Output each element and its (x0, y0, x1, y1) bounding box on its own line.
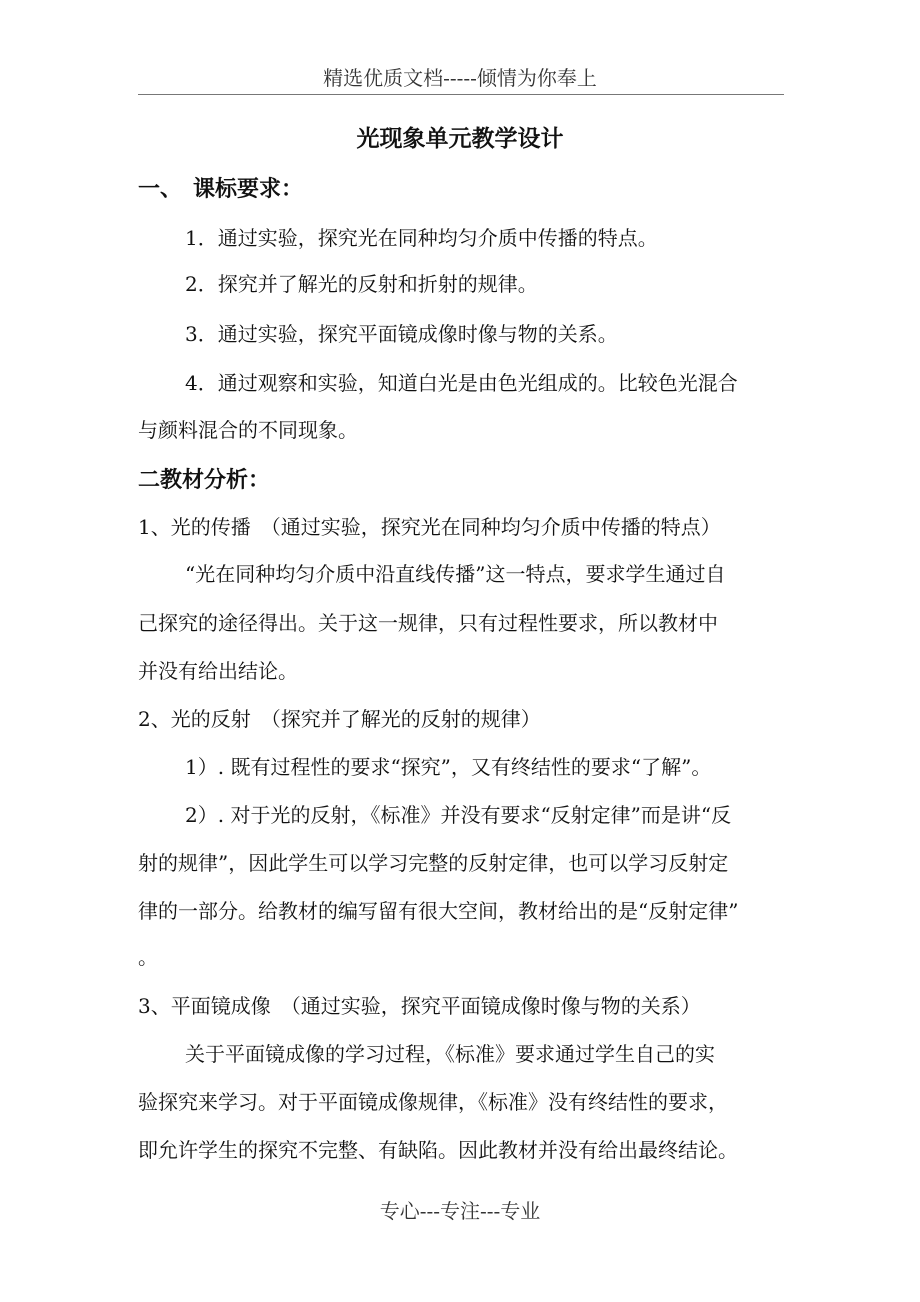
document-title: 光现象单元教学设计 (356, 125, 564, 152)
requirement-item-1: 1．通过实验，探究光在同种均匀介质中传播的特点。 (185, 226, 658, 250)
paragraph-line: 并没有给出结论。 (138, 659, 298, 683)
subsection-title-plane-mirror: 3、平面镜成像 （通过实验，探究平面镜成像时像与物的关系） (138, 994, 701, 1018)
paragraph-line: 关于平面镜成像的学习过程，《标准》要求通过学生自己的实 (185, 1042, 715, 1066)
subsection-title-propagation: 1、光的传播 （通过实验，探究光在同种均匀介质中传播的特点） (138, 515, 721, 539)
paragraph-line: 。 (138, 945, 158, 969)
paragraph-line: 律的一部分。给教材的编写留有很大空间，教材给出的是“反射定律” (138, 899, 739, 923)
paragraph-line: 射的规律”，因此学生可以学习完整的反射定律，也可以学习反射定 (138, 851, 729, 875)
requirement-item-4-continued: 与颜料混合的不同现象。 (138, 418, 358, 442)
header-divider (138, 94, 784, 95)
section-heading-textbook-analysis: 二教材分析： (138, 467, 271, 493)
requirement-item-2: 2．探究并了解光的反射和折射的规律。 (185, 272, 538, 296)
paragraph-line: 1）. 既有过程性的要求“探究”，又有终结性的要求“了解”。 (185, 755, 712, 779)
requirement-item-3: 3．通过实验，探究平面镜成像时像与物的关系。 (185, 322, 618, 346)
paragraph-line: “光在同种均匀介质中沿直线传播”这一特点，要求学生通过自 (185, 562, 726, 586)
paragraph-line: 己探究的途径得出。关于这一规律，只有过程性要求，所以教材中 (138, 611, 718, 635)
paragraph-line: 验探究来学习。对于平面镜成像规律，《标准》没有终结性的要求， (138, 1090, 728, 1114)
section-heading-curriculum: 一、 课标要求： (138, 176, 304, 202)
page-footer: 专心---专注---专业 (379, 1199, 541, 1223)
requirement-item-4: 4．通过观察和实验，知道白光是由色光组成的。比较色光混合 (185, 371, 738, 395)
paragraph-line: 即允许学生的探究不完整、有缺陷。因此教材并没有给出最终结论。 (138, 1138, 738, 1162)
page-header: 精选优质文档-----倾情为你奉上 (323, 66, 597, 90)
subsection-title-reflection: 2、光的反射 （探究并了解光的反射的规律） (138, 707, 541, 731)
paragraph-line: 2）. 对于光的反射，《标准》并没有要求“反射定律”而是讲“反 (185, 803, 732, 827)
